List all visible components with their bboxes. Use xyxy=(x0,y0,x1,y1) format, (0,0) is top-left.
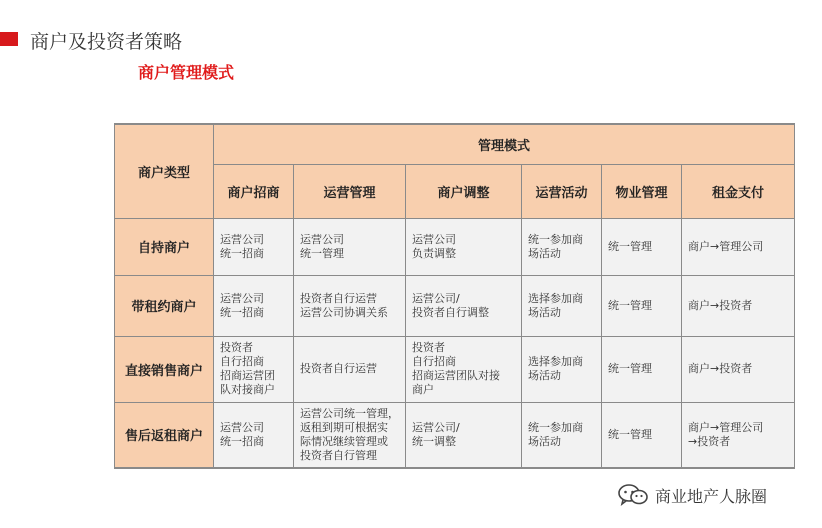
table-cell xyxy=(522,218,602,275)
cell-text: 统一招商 xyxy=(220,434,264,448)
cell-text: →投资者 xyxy=(688,434,731,448)
group-header: 管理模式 xyxy=(214,124,795,164)
cell-text: 运营公司 xyxy=(220,232,264,246)
cell-text: 选择参加商 xyxy=(528,291,583,305)
table-body xyxy=(115,218,795,468)
table-cell xyxy=(602,275,682,336)
cell-text: 投资者 xyxy=(220,341,253,354)
cell-text: 自行招商 xyxy=(220,355,264,368)
section-title: 商户及投资者策略 xyxy=(30,31,183,53)
column-header: 物业管理 xyxy=(602,164,682,218)
watermark xyxy=(617,483,767,507)
table-row xyxy=(115,218,795,275)
wechat-icon xyxy=(617,483,649,507)
cell-text: 商户→投资者 xyxy=(688,298,753,312)
cell-text: 招商运营团 xyxy=(220,369,275,382)
cell-text: 统一招商 xyxy=(220,305,264,319)
column-header: 运营管理 xyxy=(294,164,406,218)
cell-text: 投资者自行运营 xyxy=(300,362,377,375)
cell-text: 商户→管理公司 xyxy=(688,420,764,434)
cell-text: 运营公司/ xyxy=(412,291,460,305)
watermark-text: 商业地产人脉圈 xyxy=(655,486,768,506)
table-cell xyxy=(294,336,406,402)
table-cell xyxy=(682,402,795,468)
cell-text: 运营公司协调关系 xyxy=(300,305,388,319)
cell-text: 招商运营团队对接 xyxy=(412,369,500,382)
cell-text: 统一管理 xyxy=(608,239,652,253)
table-cell xyxy=(214,275,294,336)
column-header: 商户调整 xyxy=(406,164,522,218)
cell-text: 场活动 xyxy=(528,305,561,319)
cell-text: 统一调整 xyxy=(412,434,456,448)
row-header: 售后返租商户 xyxy=(115,402,214,468)
column-header: 运营活动 xyxy=(522,164,602,218)
header-row-group xyxy=(115,124,795,164)
table-cell xyxy=(682,218,795,275)
cell-text: 统一管理 xyxy=(300,246,344,260)
cell-text: 统一招商 xyxy=(220,246,264,260)
cell-text: 商户→投资者 xyxy=(688,362,753,375)
cell-text: 统一管理 xyxy=(608,298,652,312)
cell-text: 队对接商户 xyxy=(220,383,275,396)
header-row-columns xyxy=(115,164,795,218)
cell-text: 场活动 xyxy=(528,369,561,382)
cell-text: 运营公司 xyxy=(220,420,264,434)
cell-text: 运营公司 xyxy=(220,291,264,305)
cell-text: 统一管理 xyxy=(608,427,652,441)
cell-text: 场活动 xyxy=(528,246,561,260)
row-header: 直接销售商户 xyxy=(115,336,214,402)
table-cell xyxy=(602,336,682,402)
cell-text: 际情况继续管理或 xyxy=(300,434,388,448)
corner-header: 商户类型 xyxy=(115,124,214,218)
table-cell xyxy=(406,336,522,402)
cell-text: 场活动 xyxy=(528,434,561,448)
column-header: 租金支付 xyxy=(682,164,795,218)
table-cell xyxy=(602,402,682,468)
cell-text: 投资者自行运营 xyxy=(300,291,377,305)
table-cell xyxy=(294,402,406,468)
cell-text: 返租到期可根据实 xyxy=(300,420,388,434)
cell-text: 运营公司 xyxy=(300,232,344,246)
cell-text: 运营公司 xyxy=(412,232,456,246)
table-cell xyxy=(294,275,406,336)
cell-text: 商户→管理公司 xyxy=(688,239,764,253)
cell-text: 选择参加商 xyxy=(528,355,583,368)
table-cell xyxy=(522,402,602,468)
column-header: 商户招商 xyxy=(214,164,294,218)
cell-text: 商户 xyxy=(412,383,434,396)
cell-text: 运营公司/ xyxy=(412,420,460,434)
table-cell xyxy=(406,275,522,336)
row-header: 带租约商户 xyxy=(115,275,214,336)
section-marker xyxy=(0,32,18,46)
table-cell xyxy=(406,218,522,275)
table-cell xyxy=(522,275,602,336)
cell-text: 投资者自行调整 xyxy=(412,305,489,319)
table-cell xyxy=(214,218,294,275)
cell-text: 统一参加商 xyxy=(528,420,583,434)
cell-text: 投资者 xyxy=(412,341,445,354)
table-cell xyxy=(214,336,294,402)
page-title: 商户管理模式 xyxy=(138,63,235,82)
row-header: 自持商户 xyxy=(115,218,214,275)
table-cell xyxy=(294,218,406,275)
table-cell xyxy=(522,336,602,402)
table-row xyxy=(115,275,795,336)
cell-text: 运营公司统一管理， xyxy=(300,406,399,420)
table-cell xyxy=(214,402,294,468)
management-mode-table xyxy=(114,123,795,469)
table-cell xyxy=(406,402,522,468)
table-cell xyxy=(682,336,795,402)
table-cell xyxy=(682,275,795,336)
cell-text: 负责调整 xyxy=(412,246,456,260)
table-row xyxy=(115,336,795,402)
cell-text: 自行招商 xyxy=(412,355,456,368)
cell-text: 统一管理 xyxy=(608,362,652,375)
table-cell xyxy=(602,218,682,275)
cell-text: 投资者自行管理 xyxy=(300,448,377,462)
cell-text: 统一参加商 xyxy=(528,232,583,246)
table-row xyxy=(115,402,795,468)
